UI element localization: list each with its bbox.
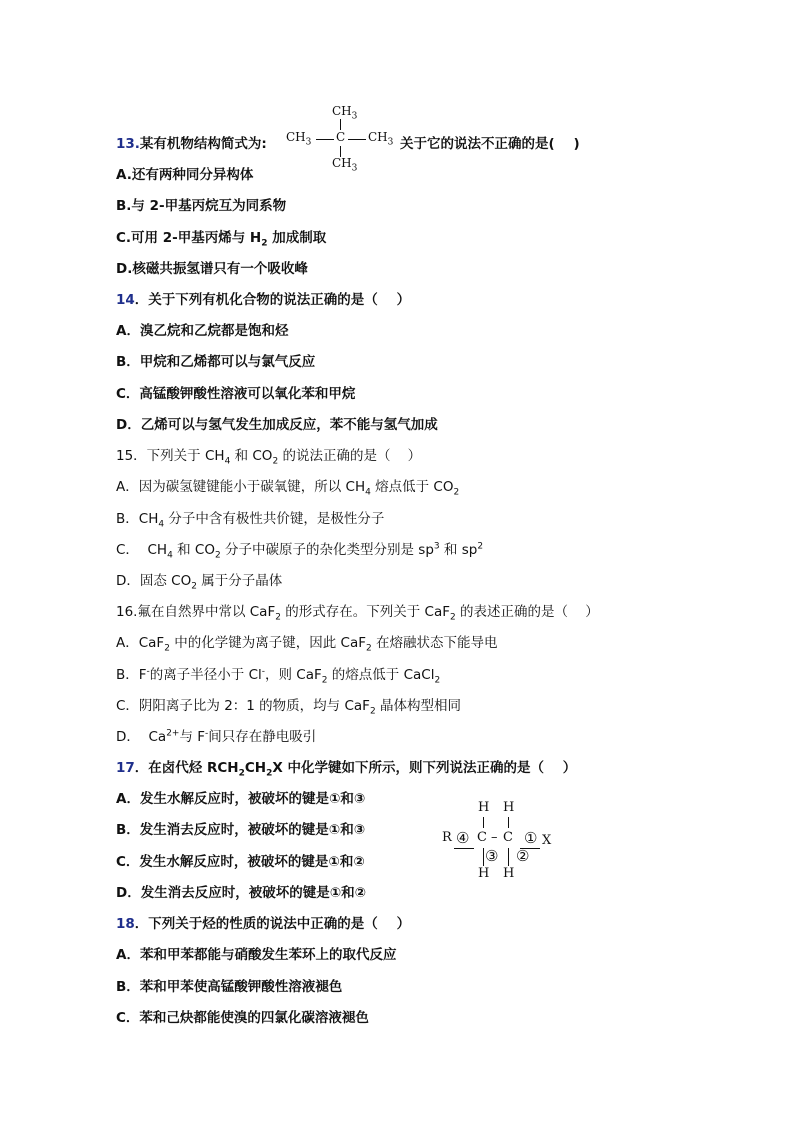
q18-option-a: A．苯和甲苯都能与硝酸发生苯环上的取代反应 — [116, 947, 397, 963]
q13-option-b: B.与 2-甲基丙烷互为同系物 — [116, 198, 287, 214]
q16-option-c: C．阴阳离子比为 2：1 的物质，均与 CaF$_2$ 晶体构型相同 — [116, 698, 461, 717]
q16-option-b: B．F-的离子半径小于 Cl-，则 CaF$_2$ 的熔点低于 CaCl$_2$ — [116, 666, 441, 686]
q17-option-d: D．发生消去反应时，被破坏的键是①和② — [116, 885, 367, 901]
q13-stem-text: 某有机物结构简式为: — [139, 136, 267, 152]
q16-option-a: A．CaF$_2$ 中的化学键为离子键，因此 CaF$_2$ 在熔融状态下能导电 — [116, 635, 498, 654]
q14-stem: 14．关于下列有机化合物的说法正确的是（ ） — [116, 292, 411, 308]
q14-option-c: C．高锰酸钾酸性溶液可以氧化苯和甲烷 — [116, 386, 356, 402]
q15-stem: 15．下列关于 $CH_4$ 和 $CO_2$ 的说法正确的是（ ） — [116, 448, 422, 467]
q13-stem-continued: 关于它的说法不正确的是( ) — [400, 136, 580, 152]
q15-option-a: A．因为碳氢键键能小于碳氧键，所以 $CH_4$ 熔点低于 $CO_2$ — [116, 479, 460, 498]
q18-number: 18 — [116, 916, 135, 932]
q13-option-d: D.核磁共振氢谱只有一个吸收峰 — [116, 261, 308, 277]
q15-option-c: C． $CH_4$ 和 $CO_2$ 分子中碳原子的杂化类型分别是 $sp^3$ 和 $sp^2$ — [116, 541, 484, 561]
q15-option-d: D．固态 $CO_2$ 属于分子晶体 — [116, 573, 283, 592]
q13-stem — [116, 135, 267, 153]
q13-number: 13. — [116, 136, 140, 152]
q13-structural-formula: $CH_3$ $CH_3$ C $CH_3$ $CH_3$ — [286, 104, 394, 174]
q14-number: 14 — [116, 292, 135, 308]
q14-option-d: D．乙烯可以与氢气发生加成反应，苯不能与氢气加成 — [116, 417, 438, 433]
q17-number: 17 — [116, 760, 135, 776]
q16-option-d: D． $Ca^{2+}$与 F-间只存在静电吸引 — [116, 728, 317, 745]
q18-option-b: B．苯和甲苯使高锰酸钾酸性溶液褪色 — [116, 979, 343, 995]
q16-stem: 16.氟在自然界中常以 CaF$_2$ 的形式存在。下列关于 CaF$_2$ 的表述正确的是（ ） — [116, 604, 599, 623]
q18-stem: 18．下列关于烃的性质的说法中正确的是（ ） — [116, 916, 411, 932]
q14-option-a: A．溴乙烷和乙烷都是饱和烃 — [116, 323, 289, 339]
q17-bond-diagram: H H R ④ C – C ① X ③ ② H H — [442, 800, 552, 881]
q17-option-c: C．发生水解反应时，被破坏的键是①和② — [116, 854, 365, 870]
q13-option-a: A.还有两种同分异构体 — [116, 167, 254, 183]
q13-option-c: C.可用 2-甲基丙烯与 $H_2$ 加成制取 — [116, 230, 327, 249]
q14-option-b: B．甲烷和乙烯都可以与氯气反应 — [116, 354, 316, 370]
q17-option-a: A．发生水解反应时，被破坏的键是①和③ — [116, 791, 366, 807]
q15-option-b: B．$CH_4$ 分子中含有极性共价键，是极性分子 — [116, 511, 385, 530]
q18-option-c: C．苯和己炔都能使溴的四氯化碳溶液褪色 — [116, 1010, 369, 1026]
q17-stem: 17．在卤代烃 $RCH_2CH_2X$ 中化学键如下所示，则下列说法正确的是（ ） — [116, 760, 577, 779]
q17-option-b: B．发生消去反应时，被破坏的键是①和③ — [116, 822, 366, 838]
